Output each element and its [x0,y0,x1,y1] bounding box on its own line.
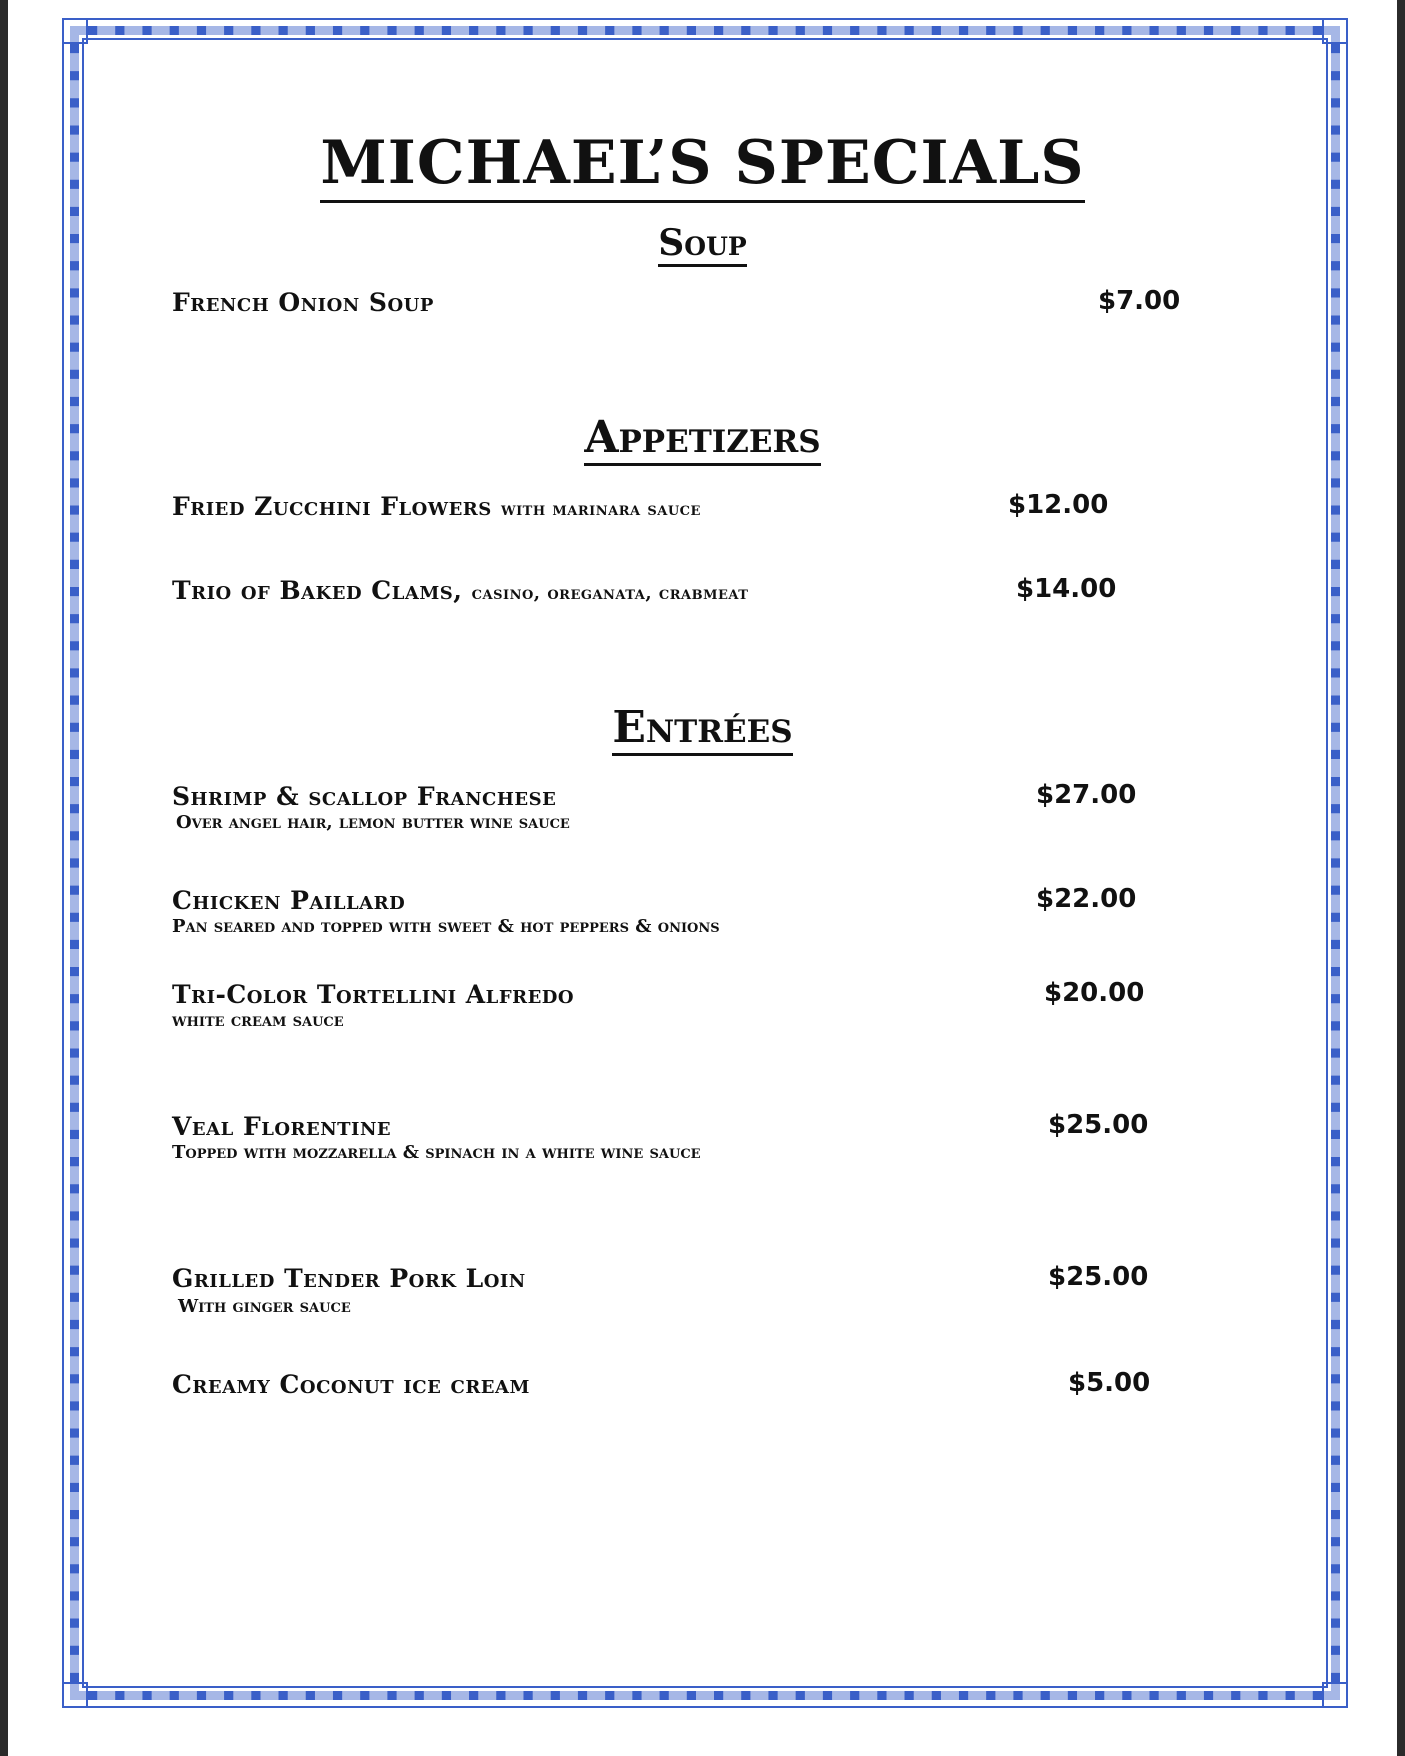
menu-item-note: with marinara sauce [500,499,701,520]
corner-ornament [62,18,88,44]
menu-item-description: white cream sauce [172,1010,344,1031]
menu-item-description: Pan seared and topped with sweet & hot peppers & onions [172,916,720,937]
corner-ornament [62,1682,88,1708]
menu-item-name: Veal Florentine [172,1112,392,1141]
section-heading-soup: Soup [8,222,1397,264]
menu-item-description: With ginger sauce [178,1296,351,1317]
menu-item-name [172,576,748,605]
menu-item-price: $20.00 [1044,978,1145,1008]
section-heading-entrees: Entrées [8,702,1397,753]
menu-item-price: $22.00 [1036,884,1137,914]
menu-item-name: Grilled Tender Pork Loin [172,1264,526,1293]
menu-item-title: Trio of Baked Clams, [172,576,463,605]
menu-item-price: $25.00 [1048,1110,1149,1140]
menu-item-description: Topped with mozzarella & spinach in a white wine sauce [172,1142,701,1163]
menu-item-note: casino, oreganata, crabmeat [471,583,749,604]
menu-page [8,0,1397,1756]
menu-item-name: Creamy Coconut ice cream [172,1370,530,1399]
menu-item-description: Over angel hair, lemon butter wine sauce [176,812,570,833]
menu-item-name: Tri-Color Tortellini Alfredo [172,980,575,1009]
section-heading-appetizers: Appetizers [8,412,1397,463]
corner-ornament [1322,18,1348,44]
corner-ornament [1322,1682,1348,1708]
menu-item-price: $5.00 [1068,1368,1151,1398]
menu-item-name: French Onion Soup [172,288,434,317]
menu-item-name [172,492,701,521]
menu-item-price: $7.00 [1098,286,1181,316]
menu-item-price: $14.00 [1016,574,1117,604]
menu-item-price: $12.00 [1008,490,1109,520]
menu-item-name: Chicken Paillard [172,886,406,915]
menu-title: MICHAEL’S SPECIALS [8,128,1397,198]
menu-item-price: $27.00 [1036,780,1137,810]
menu-item-price: $25.00 [1048,1262,1149,1292]
menu-item-title: Fried Zucchini Flowers [172,492,492,521]
menu-item-name: Shrimp & scallop Franchese [172,782,557,811]
